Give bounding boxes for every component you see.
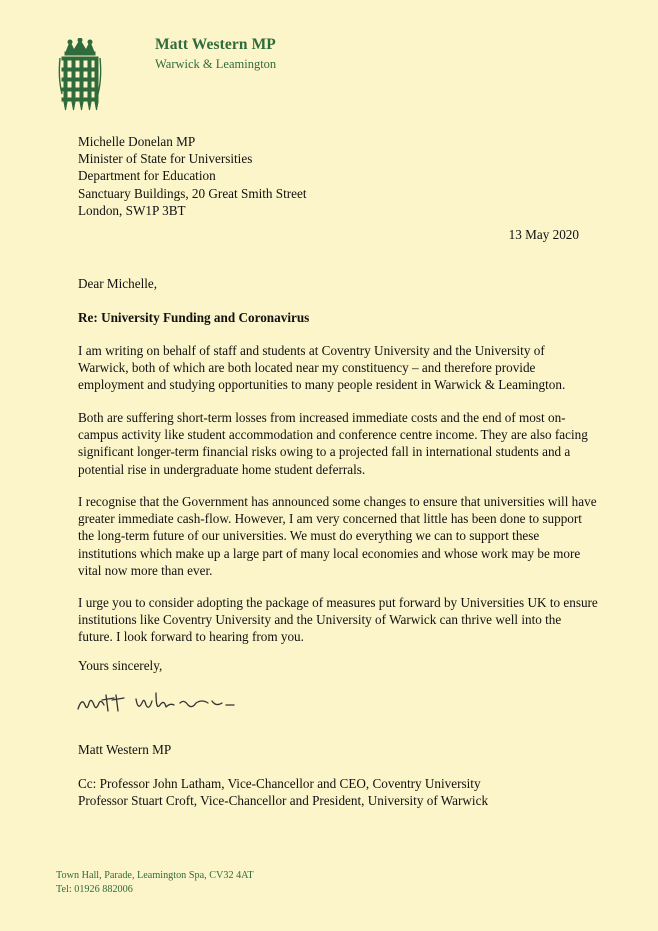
signature-icon	[76, 683, 246, 719]
body-paragraph: I urge you to consider adopting the package of measures put forward by Universities UK to ensure institutions like Coventry University and the University of Warwick can thrive well into the future. I look forward to hearing from you.	[78, 595, 598, 645]
body-paragraph: Both are suffering short-term losses from increased immediate costs and the end of most on-campus activity like student accommodation and conference centre income. They are also facing significant longer-term financial risks owing to a projected fall in international students and a potential rise in undergraduate home student deferrals.	[78, 410, 588, 477]
addressee-line: Minister of State for Universities	[78, 151, 253, 167]
mp-constituency: Warwick & Leamington	[155, 57, 277, 71]
footer-tel: Tel: 01926 882006	[56, 884, 133, 895]
cc-line: Professor Stuart Croft, Vice-Chancellor and President, University of Warwick	[78, 793, 489, 809]
salutation: Dear Michelle,	[78, 276, 158, 291]
addressee-line: Department for Education	[78, 168, 216, 184]
letter-date: 13 May 2020	[508, 227, 579, 242]
cc-block	[78, 775, 598, 809]
body-paragraph: I recognise that the Government has announced some changes to ensure that universities will have greater immediate cash-flow. However, I am very concerned that little has been done to support the long-term future of our universities. We must do everything we can to support these institutions which make up a large part of many local economies and whose work may be more vital now more than ever.	[78, 494, 597, 578]
addressee-block	[78, 133, 598, 219]
portcullis-icon	[56, 38, 104, 116]
body-paragraph: I am writing on behalf of staff and students at Coventry University and the University of Warwick, both of which are both located near my constituency – and therefore provide employment and studying opportunities to many people resident in Warwick & Leamington.	[78, 343, 566, 393]
addressee-line: Sanctuary Buildings, 20 Great Smith Street	[78, 185, 307, 201]
mp-name: Matt Western MP	[155, 36, 276, 53]
addressee-line: Michelle Donelan MP	[78, 134, 196, 149]
footer-address: Town Hall, Parade, Leamington Spa, CV32 4AT	[56, 870, 254, 881]
closing: Yours sincerely,	[78, 658, 163, 673]
subject-line: Re: University Funding and Coronavirus	[78, 310, 310, 325]
signer-name: Matt Western MP	[78, 742, 172, 757]
cc-line: Cc: Professor John Latham, Vice-Chancellor and CEO, Coventry University	[78, 776, 481, 791]
addressee-line: London, SW1P 3BT	[78, 202, 186, 218]
